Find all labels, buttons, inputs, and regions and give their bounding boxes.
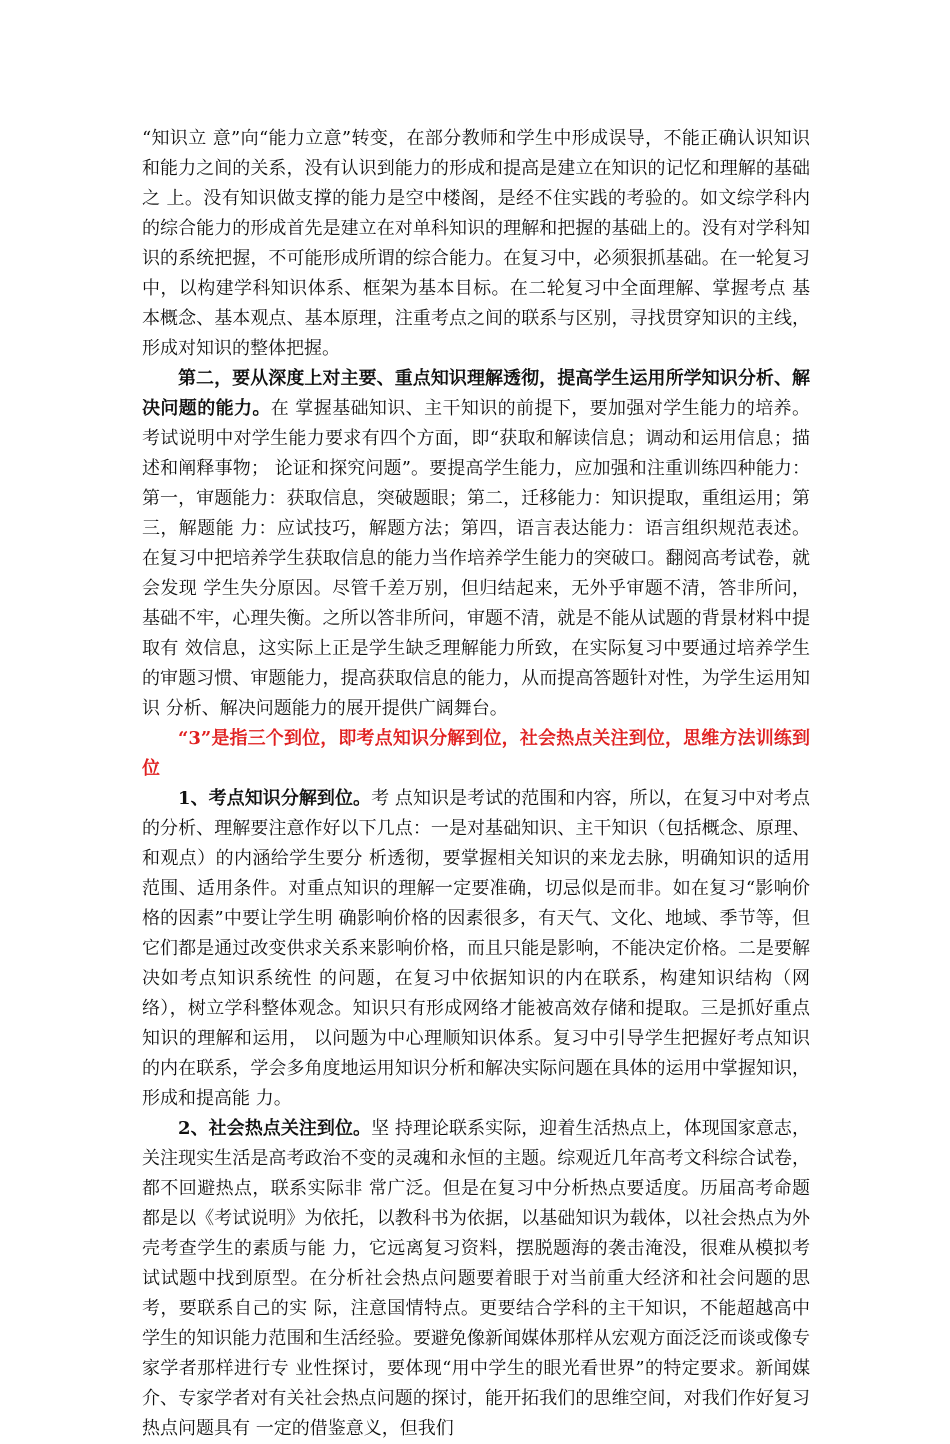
- second-point-text: 在 掌握基础知识、主干知识的前提下，要加强对学生能力的培养。考试说明中对学生能力要求有四个方面，即“获取和解读信息；调动和运用信息；描述和阐释事物； 论证和探究问题”。要提高学生能力，应加强和注重训练四种能力：第一，审题能力：获取信息，突破题眼；第二，迁移能力：知识提取，重组运用；第三，解题能 力：应试技巧，解题方法；第四，语言表达能力：语言组织规范表述。在复习中把培养学生获取信息的能力当作培养学生能力的突破口。翻阅高考试卷，就会发现 学生失分原因。尽管千差万别，但归结起来，无外乎审题不清，答非所问，基础不牢，心理失衡。之所以答非所问，审题不清，就是不能从试题的背景材料中提取有 效信息，这实际上正是学生缺乏理解能力所致，在实际复习中要通过培养学生的审题习惯、审题能力，提高获取信息的能力，从而提高答题针对性，为学生运用知识 分析、解决问题能力的展开提供广阔舞台。: [142, 398, 811, 719]
- exam-point-text: 考 点知识是考试的范围和内容，所以，在复习中对考点的分析、理解要注意作好以下几点：一是对基础知识、主干知识（包括概念、原理、和观点）的内涵给学生要分 析透彻，要掌握相关知识的来龙去脉，明确知识的适用范围、适用条件。对重点知识的理解一定要准确，切忌似是而非。如在复习“影响价格的因素”中要让学生明 确影响价格的因素很多，有天气、文化、地域、季节等，但它们都是通过改变供求关系来影响价格，而且只能是影响，不能决定价格。二是要解决如考点知识系统性 的问题，在复习中依据知识的内在联系，构建知识结构（网络），树立学科整体观念。知识只有形成网络才能被高效存储和提取。三是抓好重点知识的理解和运用， 以问题为中心理顺知识体系。复习中引导学生把握好考点知识的内在联系，学会多角度地运用知识分析和解决实际问题在具体的运用中掌握知识，形成和提高能 力。: [142, 788, 810, 1109]
- paragraph-knowledge-vs-ability: “知识立 意”向“能力立意”转变，在部分教师和学生中形成误导，不能正确认识知识和能力之间的关系，没有认识到能力的形成和提高是建立在知识的记忆和理解的基础之 上。没有知识做支撑的能力是空中楼阁，是经不住实践的考验的。如文综学科内的综合能力的形成首先是建立在对单科知识的理解和把握的基础上的。没有对学科知 识的系统把握，不可能形成所谓的综合能力。在复习中，必须狠抓基础。在一轮复习中，以构建学科知识体系、框架为基本目标。在二轮复习中全面理解、掌握考点 基本概念、基本观点、基本原理，注重考点之间的联系与区别，寻找贯穿知识的主线，形成对知识的整体把握。: [142, 128, 810, 359]
- paragraph-exam-point-breakdown: [142, 784, 810, 1114]
- three-in-place-heading: “3”是指三个到位，即考点知识分解到位，社会热点关注到位，思维方法训练到位: [142, 728, 810, 779]
- exam-point-heading: 1、考点知识分解到位。: [178, 788, 372, 809]
- paragraph-second-point: [142, 364, 810, 724]
- social-hotspots-heading: 2、社会热点关注到位。: [178, 1118, 372, 1139]
- second-point-heading: 第二，要从深度上对主要、重点知识理解透彻，提高学生运用所学知识分析、解决问题的能力。: [142, 368, 810, 419]
- paragraph-social-hotspots: [142, 1114, 810, 1444]
- social-hotspots-text: 坚 持理论联系实际，迎着生活热点上，体现国家意志，关注现实生活是高考政治不变的灵魂和永恒的主题。综观近几年高考文科综合试卷，都不回避热点，联系实际非 常广泛。但是在复习中分析热点要适度。历届高考命题都是以《考试说明》为依托，以教科书为依据，以基础知识为载体，以社会热点为外壳考查学生的素质与能 力，它远离复习资料，摆脱题海的袭击淹没，很难从模拟考试试题中找到原型。在分析社会热点问题要着眼于对当前重大经济和社会问题的思考，要联系自己的实 际，注意国情特点。更要结合学科的主干知识，不能超越高中学生的知识能力范围和生活经验。要避免像新闻媒体那样从宏观方面泛泛而谈或像专家学者那样进行专 业性探讨，要体现“用中学生的眼光看世界”的特定要求。新闻媒介、专家学者对有关社会热点问题的探讨，能开拓我们的思维空间，对我们作好复习热点问题具有 一定的借鉴意义，但我们: [142, 1118, 810, 1439]
- document-body: [142, 124, 810, 1444]
